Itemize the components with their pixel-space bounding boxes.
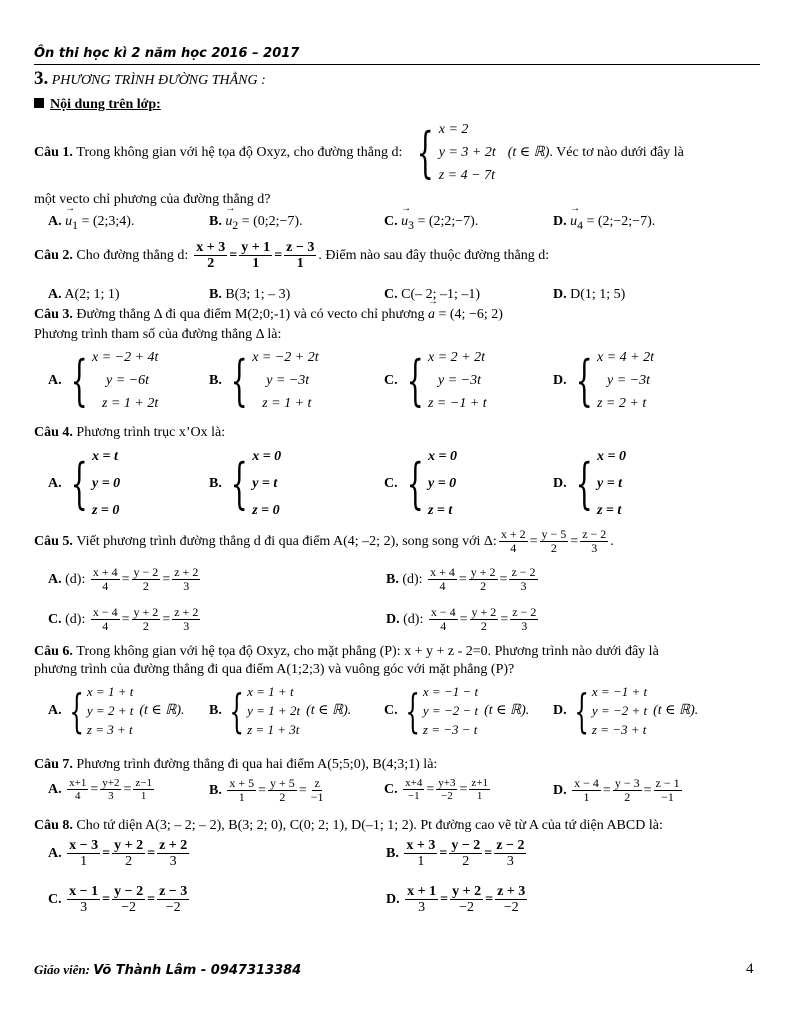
question-4 <box>34 425 225 441</box>
frac-den: −2 <box>121 900 137 916</box>
option-label: D. <box>386 891 400 907</box>
frac-num: y + 2 <box>114 838 144 853</box>
eq-line: z = 1 + 3t <box>247 722 300 737</box>
frac-num: z − 2 <box>496 838 525 853</box>
frac-den: 2 <box>125 854 133 870</box>
frac-num: z − 1 <box>655 776 680 790</box>
q1-text-after: . Véc tơ nào dưới đây là <box>549 144 684 160</box>
option-label: A. <box>48 214 62 229</box>
vector-arrow-icon: → u <box>570 214 577 230</box>
frac-num: z − 2 <box>582 527 607 541</box>
q7-option-a[interactable]: A. $\frac{x+1}{4}$ = $\frac{y+2}{3}$ = $\frac{z-1}{1}$ <box>48 777 152 803</box>
option-label: C. <box>384 287 398 302</box>
option-label: D. <box>553 214 567 229</box>
frac-num: z − 3 <box>286 240 315 255</box>
q3-text: Đường thẳng Δ đi qua điểm M(2;0;-1) và có vecto chỉ phương <box>76 307 425 322</box>
frac-den: 3 <box>506 854 514 870</box>
frac-den: 2 <box>624 790 631 805</box>
option-label: A. <box>48 475 62 491</box>
q8-text: Cho tứ diện A(3; – 2; – 2), B(3; 2; 0), C(0; 2; 1), D(–1; 1; 2). Pt đường cao vẽ từ A của tứ diện ABCD là: <box>76 818 663 833</box>
frac-den: −2 <box>503 900 519 916</box>
q4-a-system: { x = t y = 0 z = 0 <box>62 443 121 524</box>
frac-den: 1 <box>140 790 147 803</box>
eq-line: z = 1 + 2t <box>101 396 159 411</box>
eq-line: y = −3t <box>437 373 481 388</box>
eq-line: x = 1 + t <box>86 684 134 699</box>
param: (t ∈ ℝ). <box>484 703 530 718</box>
question-1 <box>34 118 684 187</box>
frac-den: −1 <box>310 790 324 805</box>
frac-num: z − 3 <box>159 884 188 899</box>
eq-line: y = −3t <box>606 373 650 388</box>
subheading <box>34 97 161 113</box>
eq-line: z = 0 <box>91 503 120 518</box>
frac-num: z − 2 <box>512 605 537 619</box>
q7-option-d[interactable]: D. $\frac{x - 4}{1}$ = $\frac{y - 3}{2}$ = $\frac{z - 1}{-1}$ <box>553 776 680 805</box>
option-label: C. <box>48 611 62 627</box>
q6-label: Câu 6. <box>34 644 73 659</box>
option-prefix: (d): <box>402 571 423 587</box>
eq-line: x = −1 + t <box>591 684 648 699</box>
q4-label: Câu 4. <box>34 425 73 440</box>
q1-option-a[interactable] <box>48 214 134 232</box>
teacher-name: Võ Thành Lâm - 0947313384 <box>93 963 302 978</box>
option-label: B. <box>386 571 399 587</box>
frac-num: y + 2 <box>471 605 497 619</box>
option-value: = (0;2;−7). <box>241 214 303 229</box>
q6-option-c[interactable] <box>384 682 529 739</box>
option-prefix: (d): <box>403 611 424 627</box>
teacher-label: Giáo viên: <box>34 962 94 977</box>
q3-label: Câu 3. <box>34 307 73 322</box>
frac-num: x + 4 <box>92 565 118 579</box>
frac-num: x − 4 <box>430 605 456 619</box>
q5-option-d[interactable]: D. (d): $\frac{x - 4}{4}$ = $\frac{y + 2}{2}$ = $\frac{z - 2}{3}$ <box>386 605 537 634</box>
q1-option-c[interactable] <box>384 214 478 232</box>
frac-num: x + 3 <box>406 838 436 853</box>
q2-text-after: . Điểm nào sau đây thuộc đường thẳng d: <box>318 247 550 263</box>
frac-den: −1 <box>661 790 674 805</box>
eq-line: y = −2 − t <box>422 703 479 718</box>
option-label: A. <box>48 571 62 587</box>
section-heading <box>34 68 266 90</box>
option-label: C. <box>384 781 398 797</box>
option-label: A. <box>48 372 62 388</box>
option-label: C. <box>384 475 398 491</box>
frac-num: y − 3 <box>614 776 640 790</box>
frac-den: 4 <box>102 579 109 594</box>
eq-line: x = −2 + 2t <box>252 350 319 365</box>
q6-c-system: { x = −1 − t y = −2 − t z = −3 − t <box>404 683 479 738</box>
frac-num: y + 1 <box>241 240 271 255</box>
q4-option-a[interactable] <box>48 443 120 524</box>
option-label: B. <box>209 782 222 798</box>
q1-eq-y: y = 3 + 2t <box>438 145 496 160</box>
frac-den: 1 <box>583 790 590 805</box>
option-label: A. <box>48 781 62 797</box>
q2-text: Cho đường thẳng d: <box>76 247 189 263</box>
frac-num: y + 2 <box>133 605 159 619</box>
frac-den: 3 <box>169 854 177 870</box>
subscript: 4 <box>577 218 583 232</box>
option-label: B. <box>386 845 399 861</box>
q4-option-d[interactable] <box>553 443 626 524</box>
frac-den: 3 <box>183 619 190 634</box>
vector-arrow-icon: → a <box>428 307 435 323</box>
q5-option-a[interactable]: A. (d): $\frac{x + 4}{4}$ = $\frac{y - 2}{2}$ = $\frac{z + 2}{3}$ <box>48 565 199 594</box>
frac-num: y − 2 <box>451 838 481 853</box>
q5-text: Viết phương trình đường thẳng d đi qua điểm A(4; –2; 2), song song với Δ: <box>76 533 497 549</box>
q3-option-b[interactable] <box>209 346 319 415</box>
q6-text: Trong không gian với hệ tọa độ Oxyz, cho mặt phẳng (P): x + y + z - 2=0. Phương trình nào dưới đây là <box>76 644 659 659</box>
q3-option-a[interactable] <box>48 346 158 415</box>
q6-d-system: { x = −1 + t y = −2 + t z = −3 + t <box>573 683 648 738</box>
q5-end: . <box>610 533 614 549</box>
frac-num: z−1 <box>135 777 152 789</box>
frac-den: 2 <box>480 579 487 594</box>
frac-den: −2 <box>441 790 453 803</box>
q5-option-b[interactable]: B. (d): $\frac{x + 4}{4}$ = $\frac{y + 2}{2}$ = $\frac{z - 2}{3}$ <box>386 565 536 594</box>
frac-den: 4 <box>439 579 446 594</box>
option-label: D. <box>553 782 567 798</box>
param: (t ∈ ℝ). <box>139 703 185 718</box>
frac-num: x + 2 <box>500 527 526 541</box>
frac-num: x − 3 <box>69 838 99 853</box>
q4-text: Phương trình trục x’Ox là: <box>76 425 226 440</box>
q1-param: (t ∈ ℝ) <box>507 145 550 160</box>
frac-num: x − 4 <box>92 605 118 619</box>
q2-option-a[interactable] <box>48 287 120 303</box>
frac-den: 4 <box>74 790 81 803</box>
q5-option-c[interactable]: C. (d): $\frac{x - 4}{4}$ = $\frac{y + 2}{2}$ = $\frac{z + 2}{3}$ <box>48 605 199 634</box>
q2-equation: $\frac{x + 3}{2}$ = $\frac{y + 1}{1}$ = $\frac{z - 3}{1}$ <box>196 240 315 272</box>
option-label: A. <box>48 287 62 302</box>
option-value: = (2;2;−7). <box>417 214 479 229</box>
option-label: B. <box>209 372 222 388</box>
question-5: Câu 5. Viết phương trình đường thẳng d đi qua điểm A(4; –2; 2), song song với Δ: $\frac{x + 2}{4}$ = $\frac{y - 5}{2}$ = $\frac{z - 2}{3}$ . <box>34 527 614 556</box>
frac-den: 2 <box>480 619 487 634</box>
frac-den: 3 <box>183 579 190 594</box>
question-7 <box>34 757 437 773</box>
option-label: C. <box>384 214 398 229</box>
q8-option-b[interactable]: B. $\frac{x + 3}{1}$ = $\frac{y - 2}{2}$ = $\frac{z - 2}{3}$ <box>386 838 525 870</box>
eq-line: x = −1 − t <box>422 684 479 699</box>
option-prefix: (d): <box>65 571 86 587</box>
q3-b-system: { x = −2 + 2t y = −3t z = 1 + t <box>222 346 319 415</box>
option-label: D. <box>553 702 567 718</box>
q4-b-system: { x = 0 y = t z = 0 <box>222 443 281 524</box>
option-value: C(– 2; –1; –1) <box>401 287 481 302</box>
option-label: D. <box>386 611 400 627</box>
section-number: 3. <box>34 68 49 89</box>
eq-line: y = −6t <box>105 373 149 388</box>
eq-line: x = 1 + t <box>247 684 294 699</box>
q1-eq-x: x = 2 <box>438 122 469 137</box>
frac-num: y + 2 <box>452 884 482 899</box>
option-label: D. <box>553 287 567 302</box>
frac-num: z + 3 <box>497 884 526 899</box>
frac-num: y − 5 <box>541 527 567 541</box>
eq-line: z = −1 + t <box>427 396 487 411</box>
footer-teacher <box>34 962 301 979</box>
frac-num: x + 3 <box>196 240 226 255</box>
frac-den: 2 <box>207 256 215 272</box>
option-value: D(1; 1; 5) <box>570 287 626 302</box>
eq-line: y = 2 + t <box>86 703 134 718</box>
option-label: A. <box>48 702 62 718</box>
option-label: B. <box>209 702 222 718</box>
course-header: Ôn thi học kì 2 năm học 2016 – 2017 <box>34 46 300 61</box>
eq-line: y = t <box>252 476 278 491</box>
q4-option-c[interactable] <box>384 443 457 524</box>
frac-num: y+2 <box>102 777 120 789</box>
q1-label: Câu 1. <box>34 144 73 160</box>
q1-option-b[interactable] <box>209 214 303 232</box>
option-label: D. <box>553 372 567 388</box>
q1-text: Trong không gian với hệ tọa độ Oxyz, cho đường thẳng d: <box>76 144 403 160</box>
subheading-text: Nội dung trên lớp: <box>50 97 161 112</box>
frac-den: 4 <box>510 541 517 556</box>
eq-line: y = 0 <box>427 476 457 491</box>
eq-line: y = 1 + 2t <box>247 703 301 718</box>
frac-num: x + 4 <box>430 565 455 579</box>
q6-a-system: { x = 1 + t y = 2 + t z = 3 + t <box>68 683 134 738</box>
frac-den: 1 <box>296 256 304 272</box>
option-value: = (2;3;4). <box>81 214 135 229</box>
q6-option-a[interactable] <box>48 682 185 739</box>
frac-den: −2 <box>459 900 475 916</box>
frac-num: x+4 <box>405 777 423 789</box>
q7-label: Câu 7. <box>34 757 73 772</box>
option-prefix: (d): <box>65 611 86 627</box>
eq-line: z = 0 <box>252 503 280 518</box>
vector-arrow-icon: → u <box>401 214 408 230</box>
question-3 <box>34 307 503 323</box>
frac-den: 2 <box>142 579 149 594</box>
frac-den: 3 <box>418 900 426 916</box>
q6-b-system: { x = 1 + t y = 1 + 2t z = 1 + 3t <box>229 683 301 738</box>
q2-label: Câu 2. <box>34 247 73 263</box>
q1-eq-z: z = 4 − 7t <box>438 168 495 183</box>
eq-line: y = t <box>596 476 623 491</box>
eq-line: x = 0 <box>596 449 626 464</box>
frac-den: −2 <box>165 900 181 916</box>
frac-num: y − 2 <box>133 565 159 579</box>
frac-num: y+3 <box>438 777 456 789</box>
q3-line2: Phương trình tham số của đường thẳng Δ là: <box>34 327 282 342</box>
option-value: A(2; 1; 1) <box>64 287 120 302</box>
option-label: B. <box>209 475 222 491</box>
frac-den: 1 <box>417 854 425 870</box>
option-label: B. <box>209 214 222 229</box>
q3-a-system: { x = −2 + 4t y = −6t z = 1 + 2t <box>62 346 159 415</box>
q6-line2: phương trình của đường thẳng đi qua điểm A(1;2;3) và vuông góc với mặt phẳng (P)? <box>34 662 515 677</box>
option-label: D. <box>553 475 567 491</box>
vector-arrow-icon: → u <box>65 214 72 230</box>
q7-option-b[interactable]: B. $\frac{x + 5}{1}$ = $\frac{y + 5}{2}$ = $\frac{z}{-1}$ <box>209 776 324 805</box>
header-rule <box>34 64 760 65</box>
q6-option-b[interactable] <box>209 682 351 739</box>
q7-text: Phương trình đường thẳng đi qua hai điểm A(5;5;0), B(4;3;1) là: <box>76 757 438 772</box>
section-title: PHƯƠNG TRÌNH ĐƯỜNG THẲNG : <box>51 73 266 88</box>
q1-system <box>408 118 495 187</box>
eq-line: z = 3 + t <box>86 722 133 737</box>
frac-den: 3 <box>521 619 528 634</box>
frac-num: x + 1 <box>407 884 437 899</box>
frac-den: 3 <box>520 579 527 594</box>
q2-option-b[interactable] <box>209 287 290 303</box>
q8-option-c[interactable]: C. $\frac{x - 1}{3}$ = $\frac{y - 2}{-2}$ = $\frac{z - 3}{-2}$ <box>48 884 188 916</box>
q1-option-d[interactable] <box>553 214 655 232</box>
frac-num: y − 2 <box>114 884 144 899</box>
black-square-icon <box>34 98 44 108</box>
q3-vec-value: = (4; −6; 2) <box>438 307 503 322</box>
frac-den: −1 <box>407 790 420 803</box>
q8-label: Câu 8. <box>34 818 73 833</box>
eq-line: x = t <box>91 449 118 464</box>
eq-line: z = t <box>596 503 622 518</box>
frac-num: y + 2 <box>470 565 496 579</box>
frac-num: z + 2 <box>159 838 188 853</box>
eq-line: y = 0 <box>91 476 121 491</box>
eq-line: x = 0 <box>252 449 282 464</box>
frac-den: 1 <box>252 256 260 272</box>
q3-option-c[interactable] <box>384 346 487 415</box>
option-value: B(3; 1; – 3) <box>225 287 291 302</box>
frac-den: 4 <box>440 619 447 634</box>
frac-den: 3 <box>80 900 88 916</box>
frac-num: x − 1 <box>69 884 99 899</box>
frac-num: x − 4 <box>574 776 599 790</box>
frac-den: 1 <box>476 790 483 803</box>
q8-option-d[interactable]: D. $\frac{x + 1}{3}$ = $\frac{y + 2}{-2}$ = $\frac{z + 3}{-2}$ <box>386 884 526 916</box>
subscript: 3 <box>408 218 414 232</box>
q6-option-d[interactable] <box>553 682 698 739</box>
frac-num: x+1 <box>69 777 87 789</box>
frac-den: 2 <box>462 854 470 870</box>
question-2 <box>34 240 549 272</box>
eq-line: z = 2 + t <box>596 396 647 411</box>
subscript: 2 <box>232 218 239 232</box>
q4-c-system: { x = 0 y = 0 z = t <box>398 443 457 524</box>
option-value: = (2;−2;−7). <box>586 214 656 229</box>
q8-option-a[interactable]: A. $\frac{x - 3}{1}$ = $\frac{y + 2}{2}$ = $\frac{z + 2}{3}$ <box>48 838 188 870</box>
q3-c-system: { x = 2 + 2t y = −3t z = −1 + t <box>398 346 487 415</box>
frac-den: 3 <box>108 790 114 803</box>
subscript: 1 <box>72 218 78 232</box>
frac-num: z + 2 <box>174 605 199 619</box>
frac-den: 2 <box>550 541 557 556</box>
frac-num: z + 2 <box>174 565 199 579</box>
option-label: A. <box>48 845 62 861</box>
eq-line: x = −2 + 4t <box>91 350 159 365</box>
eq-line: z = 1 + t <box>262 396 312 411</box>
frac-num: y + 5 <box>270 776 295 790</box>
frac-den: 2 <box>142 619 149 634</box>
frac-den: 3 <box>591 541 598 556</box>
frac-den: 1 <box>80 854 88 870</box>
page-number: 4 <box>746 961 754 977</box>
q4-d-system: { x = 0 y = t z = t <box>567 443 626 524</box>
frac-den: 2 <box>279 790 286 805</box>
frac-num: z <box>314 776 320 790</box>
q2-option-d[interactable] <box>553 287 625 303</box>
vector-arrow-icon: → u <box>225 214 232 230</box>
param: (t ∈ ℝ). <box>306 703 352 718</box>
q3-d-system: { x = 4 + 2t y = −3t z = 2 + t <box>567 346 654 415</box>
q7-option-c[interactable]: C. $\frac{x+4}{-1}$ = $\frac{y+3}{-2}$ = $\frac{z+1}{1}$ <box>384 777 488 803</box>
eq-line: y = −2 + t <box>591 703 648 718</box>
eq-line: z = t <box>427 503 453 518</box>
frac-num: x + 5 <box>229 776 255 790</box>
frac-den: 4 <box>102 619 109 634</box>
q3-option-d[interactable] <box>553 346 654 415</box>
eq-line: x = 0 <box>427 449 457 464</box>
q4-option-b[interactable] <box>209 443 281 524</box>
q5-label: Câu 5. <box>34 533 73 549</box>
frac-num: z+1 <box>471 777 488 789</box>
option-label: B. <box>209 287 222 302</box>
brace-icon: { <box>416 120 435 184</box>
question-8 <box>34 818 663 834</box>
option-label: C. <box>384 702 398 718</box>
eq-line: z = −3 + t <box>591 722 647 737</box>
eq-line: x = 4 + 2t <box>596 350 654 365</box>
question-6 <box>34 644 659 660</box>
q1-line2: một vecto chỉ phương của đường thẳng d? <box>34 192 271 207</box>
param: (t ∈ ℝ). <box>653 703 699 718</box>
frac-num: z − 2 <box>511 565 536 579</box>
option-label: C. <box>384 372 398 388</box>
frac-den: 1 <box>238 790 245 805</box>
eq-line: z = −3 − t <box>422 722 478 737</box>
eq-line: y = −3t <box>266 373 310 388</box>
eq-line: x = 2 + 2t <box>427 350 485 365</box>
option-label: C. <box>48 891 62 907</box>
